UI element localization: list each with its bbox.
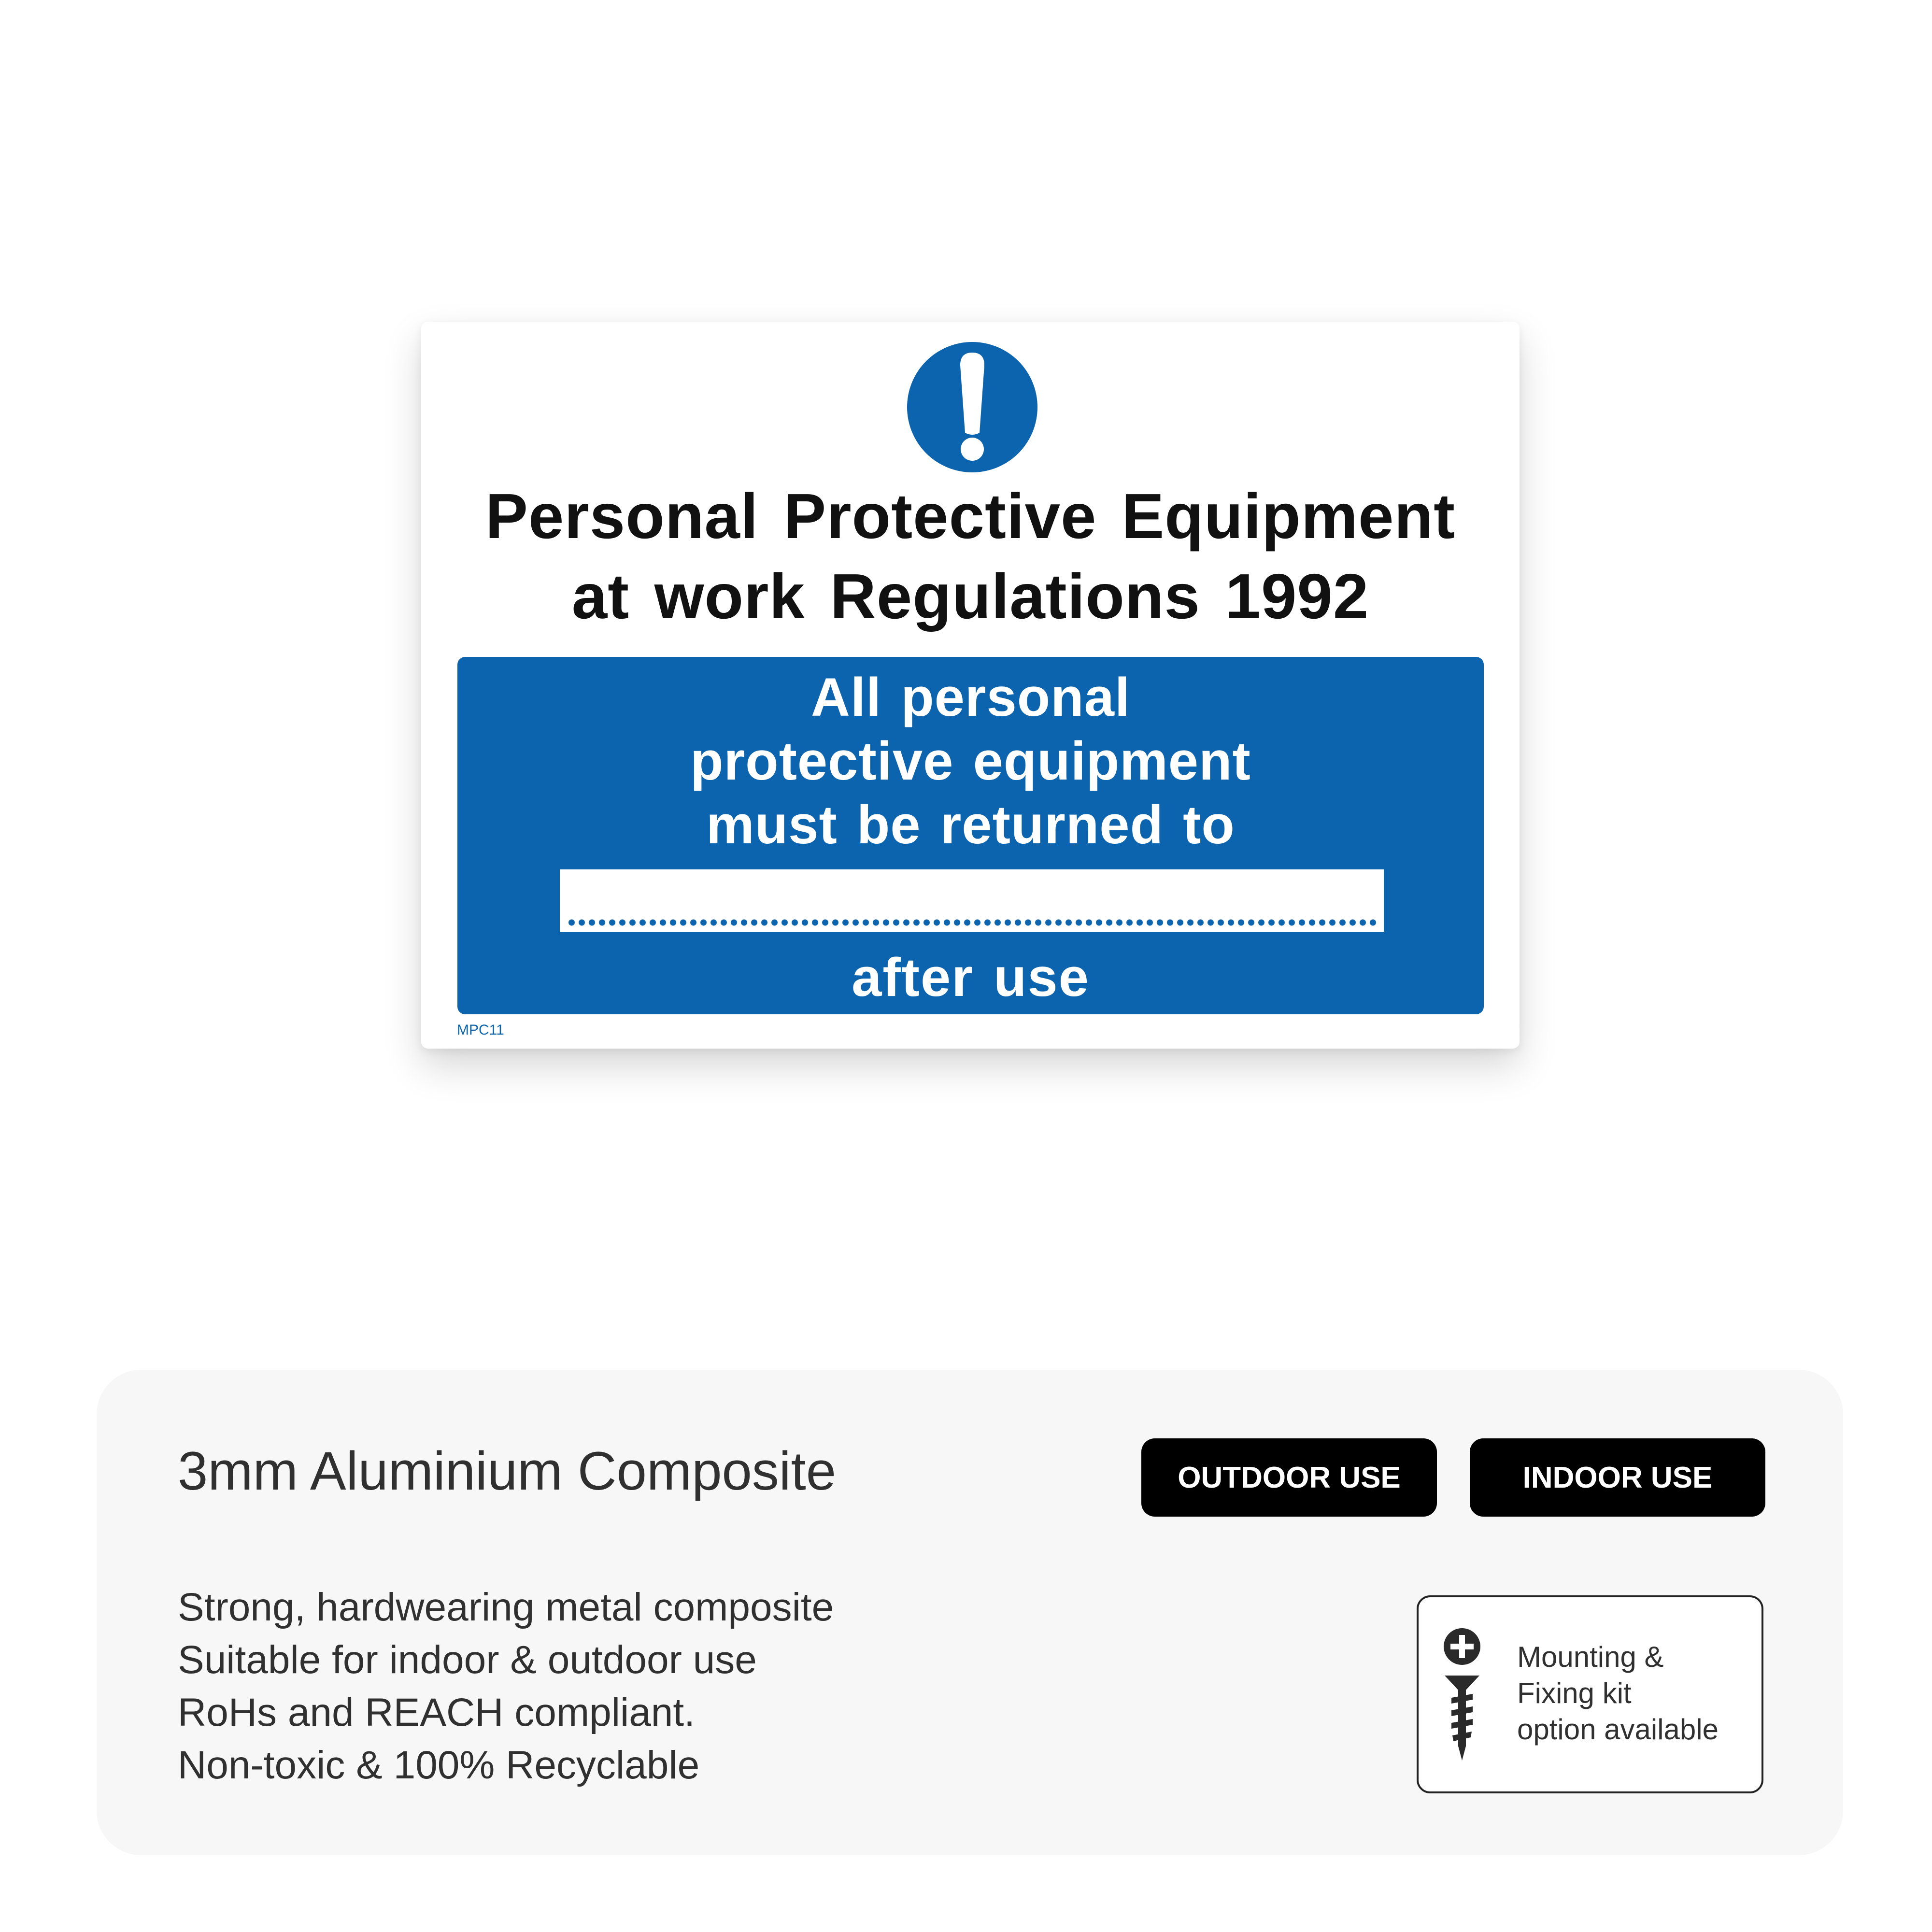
instruction-text (457, 666, 1484, 857)
kit-line-2: Fixing kit (1517, 1677, 1632, 1709)
material-title: 3mm Aluminium Composite (178, 1441, 837, 1501)
feature-item: Suitable for indoor & outdoor use (178, 1638, 757, 1682)
sign-title-line-2: at work Regulations 1992 (571, 561, 1369, 632)
product-info-card (97, 1370, 1843, 1855)
sign-code: MPC11 (457, 1022, 504, 1038)
dotted-line (567, 919, 1377, 926)
screw-icon (1438, 1626, 1486, 1766)
feature-item: RoHs and REACH compliant. (178, 1690, 695, 1734)
mounting-kit-text (1517, 1639, 1719, 1747)
indoor-use-badge: INDOOR USE (1470, 1438, 1765, 1517)
after-use-text: after use (852, 947, 1090, 1008)
instruction-line-1: All personal (810, 667, 1131, 727)
kit-line-1: Mounting & (1517, 1641, 1664, 1673)
feature-item: Non-toxic & 100% Recyclable (178, 1743, 700, 1787)
feature-item: Strong, hardwearing metal composite (178, 1585, 834, 1629)
outdoor-use-badge: OUTDOOR USE (1141, 1438, 1437, 1517)
write-in-field (560, 869, 1384, 932)
instruction-panel (457, 657, 1484, 1014)
kit-line-3: option available (1517, 1713, 1719, 1746)
instruction-line-2: protective equipment (690, 731, 1251, 791)
feature-list (178, 1581, 834, 1791)
instruction-line-3: must be returned to (706, 795, 1235, 855)
mounting-kit-box (1417, 1595, 1763, 1793)
safety-sign (421, 322, 1520, 1049)
sign-title (421, 476, 1520, 637)
exclamation-mandatory-icon (907, 342, 1037, 472)
sign-title-line-1: Personal Protective Equipment (485, 481, 1456, 552)
